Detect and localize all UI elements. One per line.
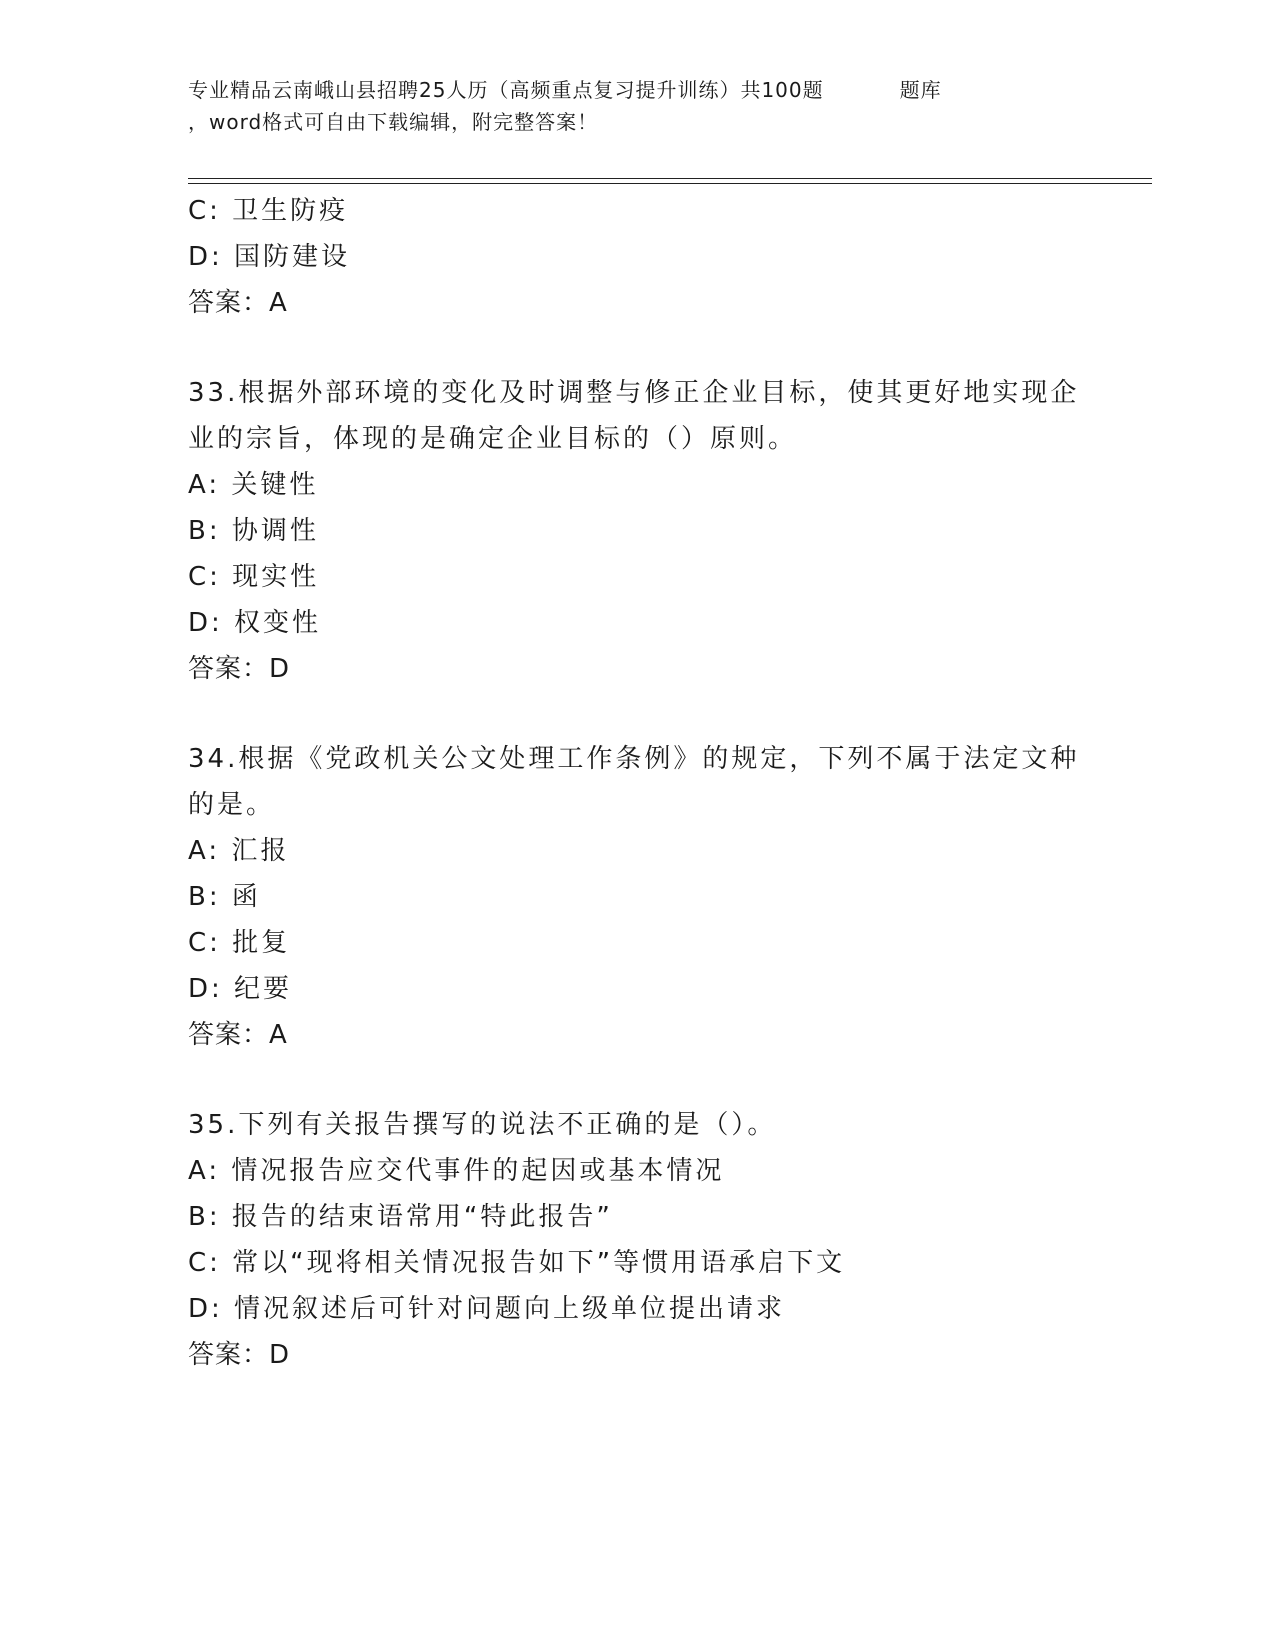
option-b: B: 函 [188,882,261,912]
spacer [188,692,1088,736]
question-stem: 33.根据外部环境的变化及时调整与修正企业目标，使其更好地实现企 [188,378,1080,408]
question-33 [188,370,1088,692]
header-right-label: 题库 [899,78,942,102]
option-b: B: 报告的结束语常用“特此报告” [188,1202,613,1232]
option-c: C: 卫生防疫 [188,196,349,226]
answer-label: 答案：D [188,1340,291,1370]
option-c: C: 现实性 [188,562,320,592]
header-line [188,74,1088,106]
header-subtitle: ，word格式可自由下载编辑，附完整答案！ [188,110,599,134]
question-stem: 34.根据《党政机关公文处理工作条例》的规定，下列不属于法定文种 [188,744,1080,774]
option-d: D: 权变性 [188,608,322,638]
page-header [188,74,1088,138]
option-a: A: 情况报告应交代事件的起因或基本情况 [188,1156,725,1186]
spacer [188,326,1088,370]
question-continuation [188,188,1088,326]
answer-label: 答案：A [188,1020,288,1050]
option-d: D: 国防建设 [188,242,351,272]
header-title: 专业精品云南峨山县招聘25人历（高频重点复习提升训练）共100题 [188,78,824,102]
question-stem-continued: 业的宗旨，体现的是确定企业目标的（）原则。 [188,424,798,454]
question-34 [188,736,1088,1058]
header-rule-bottom [188,183,1152,184]
option-a: A: 关键性 [188,470,319,500]
question-stem-continued: 的是。 [188,790,276,820]
question-35 [188,1102,1088,1378]
option-d: D: 情况叙述后可针对问题向上级单位提出请求 [188,1294,786,1324]
spacer [188,1058,1088,1102]
option-c: C: 批复 [188,928,291,958]
answer-label: 答案：D [188,654,291,684]
question-list [188,188,1088,1378]
answer-label: 答案：A [188,288,288,318]
option-a: A: 汇报 [188,836,290,866]
option-d: D: 纪要 [188,974,293,1004]
question-stem: 35.下列有关报告撰写的说法不正确的是（）。 [188,1110,777,1140]
header-rule-top [188,178,1152,179]
option-b: B: 协调性 [188,516,319,546]
option-c: C: 常以“现将相关情况报告如下”等惯用语承启下文 [188,1248,846,1278]
